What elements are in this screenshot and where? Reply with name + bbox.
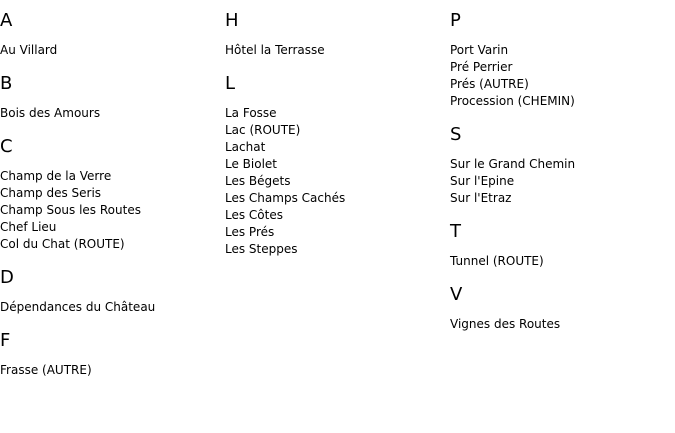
place-list [450, 253, 670, 270]
place-list [225, 42, 445, 59]
section-t [450, 221, 670, 270]
place-link[interactable]: Les Champs Cachés [225, 191, 346, 205]
place-link[interactable]: Sur l'Epine [450, 174, 515, 188]
section-l [225, 73, 445, 258]
place-link[interactable]: Frasse (AUTRE) [0, 363, 92, 377]
section-letter: A [0, 10, 13, 31]
place-link[interactable]: Vignes des Routes [450, 317, 561, 331]
place-link[interactable]: Champ Sous les Routes [0, 203, 141, 217]
place-link[interactable]: Bois des Amours [0, 106, 101, 120]
place-link[interactable]: La Fosse [225, 106, 277, 120]
place-link[interactable]: Les Steppes [225, 242, 298, 256]
place-link[interactable]: Sur l'Etraz [450, 191, 512, 205]
place-link[interactable]: Les Bégets [225, 174, 291, 188]
section-s [450, 124, 670, 207]
section-letter: P [450, 10, 461, 31]
place-link[interactable]: Prés (AUTRE) [450, 77, 529, 91]
place-link[interactable]: Hôtel la Terrasse [225, 43, 325, 57]
section-letter: L [225, 73, 236, 94]
section-b [0, 73, 220, 122]
place-link[interactable]: Champ des Seris [0, 186, 102, 200]
place-list [0, 168, 220, 253]
section-c [0, 136, 220, 253]
place-link[interactable]: Champ de la Verre [0, 169, 112, 183]
place-link[interactable]: Au Villard [0, 43, 58, 57]
place-list [225, 105, 445, 258]
section-a [0, 10, 220, 59]
section-p [450, 10, 670, 110]
index-column-2 [225, 10, 445, 272]
place-link[interactable]: Les Prés [225, 225, 275, 239]
place-list [450, 316, 670, 333]
place-list [0, 105, 220, 122]
section-letter: C [0, 136, 13, 157]
section-h [225, 10, 445, 59]
index-column-3 [450, 10, 670, 347]
place-list [450, 156, 670, 207]
place-link[interactable]: Procession (CHEMIN) [450, 94, 575, 108]
place-link[interactable]: Lachat [225, 140, 266, 154]
place-link[interactable]: Chef Lieu [0, 220, 57, 234]
place-link[interactable]: Pré Perrier [450, 60, 513, 74]
place-link[interactable]: Le Biolet [225, 157, 278, 171]
section-letter: T [450, 221, 461, 242]
place-list [0, 42, 220, 59]
place-link[interactable]: Lac (ROUTE) [225, 123, 301, 137]
section-letter: H [225, 10, 239, 31]
place-link[interactable]: Les Côtes [225, 208, 283, 222]
place-link[interactable]: Sur le Grand Chemin [450, 157, 576, 171]
section-letter: V [450, 284, 463, 305]
place-link[interactable]: Dépendances du Château [0, 300, 156, 314]
section-letter: B [0, 73, 13, 94]
section-letter: S [450, 124, 462, 145]
section-v [450, 284, 670, 333]
place-list [450, 42, 670, 110]
section-letter: F [0, 330, 11, 351]
place-link[interactable]: Port Varin [450, 43, 509, 57]
place-list [0, 299, 220, 316]
place-list [0, 362, 220, 379]
place-link[interactable]: Tunnel (ROUTE) [450, 254, 544, 268]
index-column-1 [0, 10, 220, 393]
place-link[interactable]: Col du Chat (ROUTE) [0, 237, 125, 251]
section-letter: D [0, 267, 14, 288]
section-f [0, 330, 220, 379]
section-d [0, 267, 220, 316]
